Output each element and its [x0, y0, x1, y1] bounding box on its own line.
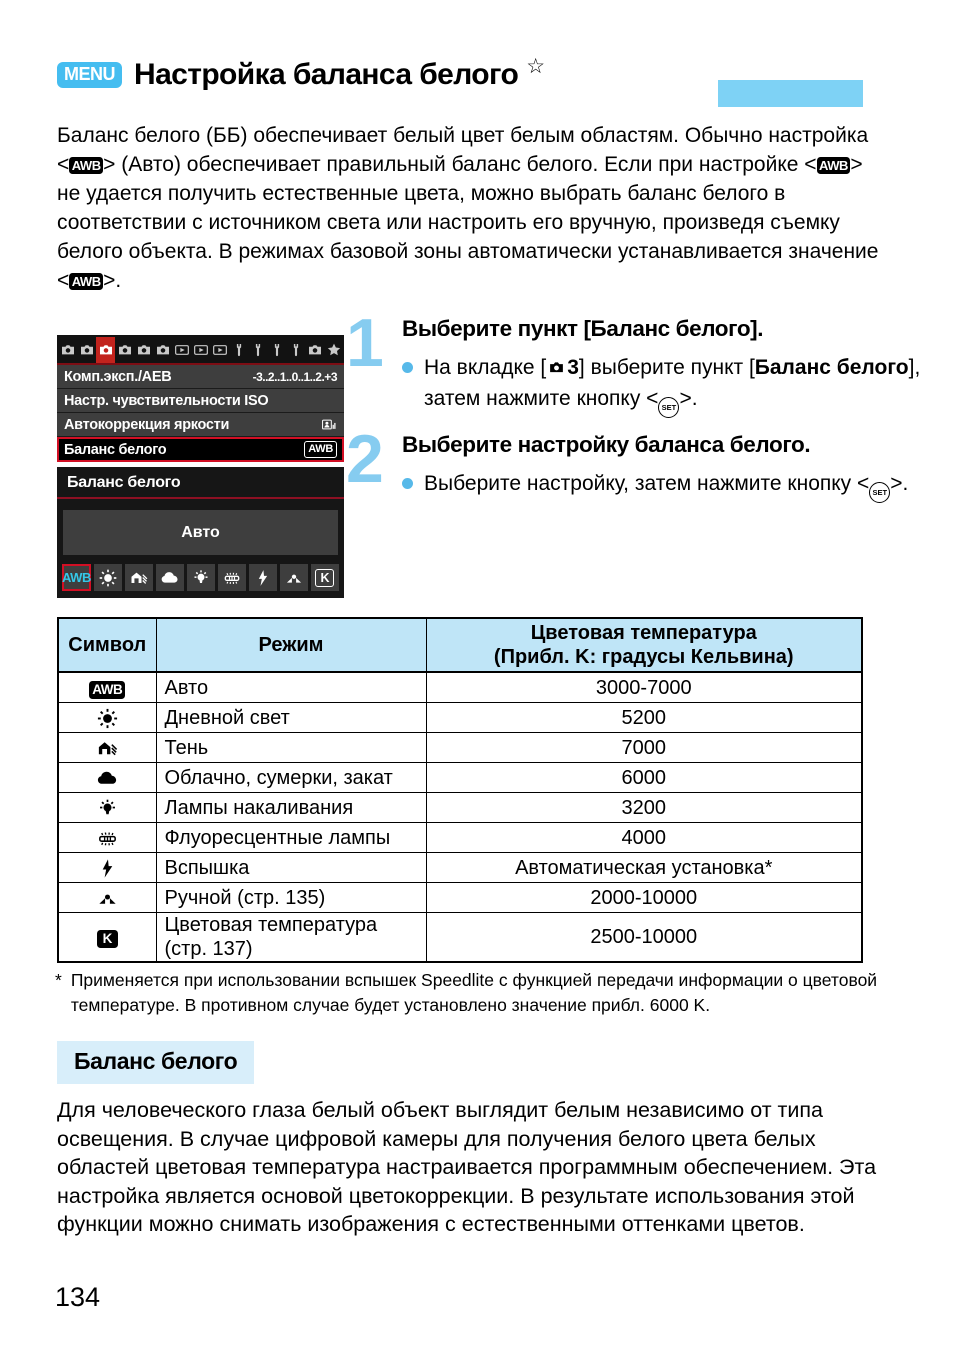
- mode-cell: Авто: [156, 672, 426, 703]
- wb-options-row: [62, 564, 339, 591]
- awb-icon: AWB: [69, 273, 103, 290]
- menu-row-label: Настр. чувствительности ISO: [64, 392, 269, 409]
- tungsten-option-icon: [187, 564, 215, 591]
- table-row: [58, 793, 862, 823]
- step-number: 2: [346, 421, 384, 498]
- cloudy-icon: [96, 767, 119, 790]
- awb-icon: AWB: [89, 681, 125, 699]
- instruction-steps: [346, 305, 924, 503]
- step-heading: Выберите пункт [Баланс белого].: [402, 316, 764, 341]
- playback-tab-icon: [191, 337, 210, 363]
- shooting-tab-icon: [134, 337, 153, 363]
- column-header-symbol: Символ: [58, 618, 156, 672]
- awb-icon: AWB: [817, 157, 851, 174]
- wb-screen-title: Баланс белого: [67, 474, 181, 491]
- menu-row-label: Автокоррекция яркости: [64, 416, 230, 433]
- mode-cell: Дневной свет: [156, 703, 426, 733]
- menu-row: [57, 413, 344, 437]
- awb-icon: AWB: [69, 157, 103, 174]
- step-number: 1: [346, 305, 384, 381]
- table-row: [58, 733, 862, 763]
- step-1: [346, 305, 924, 418]
- shade-icon: [96, 737, 119, 760]
- table-row: [58, 703, 862, 733]
- mode-cell: Облачно, сумерки, закат: [156, 763, 426, 793]
- temp-cell: 5200: [426, 703, 862, 733]
- temp-cell: 2500-10000: [426, 913, 862, 963]
- set-button-icon: SET: [869, 482, 890, 503]
- text-segment-bold: 3: [567, 356, 579, 380]
- exposure-scale: -3..2..1..0..1..2.+3: [252, 369, 337, 384]
- custom-functions-tab-icon: [305, 337, 324, 363]
- custom-wb-icon: [96, 887, 119, 910]
- footnote-mark: *: [55, 970, 62, 990]
- shooting-tab-icon: [153, 337, 172, 363]
- text-segment: > (Авто) обеспечивает правильный баланс белого. Если при настройке <: [103, 153, 817, 176]
- column-header-mode: Режим: [156, 618, 426, 672]
- page-header: [57, 55, 546, 92]
- text-segment: ] выберите пункт [: [578, 356, 755, 380]
- mode-cell: Цветовая температура (стр. 137): [156, 913, 426, 963]
- set-button-icon: SET: [658, 397, 679, 418]
- temp-cell: 2000-10000: [426, 883, 862, 913]
- shade-option-icon: [125, 564, 153, 591]
- mode-cell: Лампы накаливания: [156, 793, 426, 823]
- temp-cell: 7000: [426, 733, 862, 763]
- text-segment: >.: [103, 269, 122, 292]
- fluorescent-icon: [96, 827, 119, 850]
- setup-tab-icon: [267, 337, 286, 363]
- shooting-tab-icon: [115, 337, 134, 363]
- custom-wb-option-icon: [280, 564, 308, 591]
- tungsten-icon: [96, 797, 119, 820]
- footnote: [55, 968, 923, 1018]
- shooting-tab-icon: [58, 337, 77, 363]
- table-row: [58, 853, 862, 883]
- text-segment: Баланс белого (ББ) обеспечивает белый цвет белым областям. Обычно настройка <: [57, 124, 869, 176]
- awb-icon: AWB: [304, 441, 337, 458]
- step-heading: Выберите настройку баланса белого.: [402, 432, 811, 458]
- table-row: [58, 913, 862, 963]
- mode-cell: Ручной (стр. 135): [156, 883, 426, 913]
- text-segment: ], затем нажмите кнопку <: [424, 356, 921, 411]
- section-body-paragraph: Для человеческого глаза белый объект выглядит белым независимо от типа освещения. В случае цифровой камеры для получения белого цвета белых областей цветовая температура настраивается программным обеспечением. Эта настройка является основой цветокоррекции. В результате использования этой функции можно снимать изображения с естественными оттенками цветов.: [57, 1098, 877, 1236]
- table-row: [58, 672, 862, 703]
- red-divider: [57, 497, 344, 499]
- wb-selected-value-panel: [63, 510, 338, 555]
- bullet-icon: [402, 362, 413, 373]
- kelvin-icon: K: [97, 930, 118, 948]
- playback-tab-icon: [172, 337, 191, 363]
- shooting-tab-icon: [77, 337, 96, 363]
- menu-row-selected: [57, 437, 344, 462]
- footnote-text: Применяется при использовании вспышек Speedlite с функцией передачи информации о цветовой температуре. В противном случае будет установлено значение прибл. 6000 K.: [70, 970, 878, 1015]
- awb-option-icon: AWB: [62, 564, 91, 591]
- auto-lighting-optimizer-icon: [320, 417, 337, 432]
- menu-badge: MENU: [57, 62, 122, 88]
- wb-modes-table: [57, 617, 863, 963]
- table-row: [58, 823, 862, 853]
- setup-tab-icon: [286, 337, 305, 363]
- bullet-icon: [402, 478, 413, 489]
- daylight-icon: [96, 707, 119, 730]
- menu-row-label: Баланс белого: [64, 441, 167, 458]
- text-segment-bold: Баланс белого: [754, 356, 909, 380]
- temp-cell: 4000: [426, 823, 862, 853]
- star-icon: ☆: [526, 55, 546, 78]
- page-number: 134: [55, 1282, 101, 1312]
- my-menu-tab-icon: [324, 337, 343, 363]
- camera-tab-icon: [546, 359, 567, 376]
- text-segment: >.: [890, 472, 909, 496]
- menu-row: [57, 389, 344, 413]
- setup-tab-icon: [248, 337, 267, 363]
- bullet-item: [402, 468, 924, 503]
- kelvin-option-icon: K: [311, 564, 339, 591]
- temp-cell: Автоматическая установка*: [426, 853, 862, 883]
- step-2: [346, 421, 924, 503]
- temp-cell: 3200: [426, 793, 862, 823]
- mode-cell: Вспышка: [156, 853, 426, 883]
- page-title: Настройка баланса белого: [134, 58, 519, 91]
- table-row: [58, 883, 862, 913]
- menu-row: [57, 365, 344, 389]
- fluorescent-option-icon: [218, 564, 246, 591]
- column-header-temp: Цветовая температура (Прибл. K: градусы Кельвина): [426, 618, 862, 672]
- camera-menu-screenshot: [57, 335, 344, 461]
- bullet-item: [402, 352, 924, 418]
- section-heading: Баланс белого: [57, 1041, 254, 1084]
- mode-cell: Флуоресцентные лампы: [156, 823, 426, 853]
- temp-cell: 3000-7000: [426, 672, 862, 703]
- menu-tab-bar: [57, 335, 344, 365]
- setup-tab-icon: [229, 337, 248, 363]
- shooting-tab-3-selected-icon: [96, 337, 115, 363]
- temp-cell: 6000: [426, 763, 862, 793]
- menu-row-label: Комп.эксп./AEB: [64, 368, 172, 385]
- wb-selection-screenshot: [57, 467, 344, 598]
- mode-cell: Тень: [156, 733, 426, 763]
- cloudy-option-icon: [156, 564, 184, 591]
- text-segment: > не удается получить естественные цвета, можно выбрать баланс белого в соответствии с источником света или настроить его вручную, произведя съемку белого объекта. В режимах базовой зоны автоматически устанавливается значение <: [57, 153, 879, 292]
- flash-option-icon: [249, 564, 277, 591]
- text-segment: >.: [679, 387, 698, 411]
- intro-paragraph: [57, 121, 879, 295]
- text-segment: Выберите настройку, затем нажмите кнопку <: [424, 472, 870, 496]
- header-accent-bar: [718, 80, 863, 107]
- text-segment: На вкладке [: [424, 356, 547, 380]
- wb-selected-label: Авто: [181, 523, 220, 541]
- table-header-row: [58, 618, 862, 672]
- flash-icon: [96, 857, 119, 880]
- daylight-option-icon: [94, 564, 122, 591]
- table-row: [58, 763, 862, 793]
- playback-tab-icon: [210, 337, 229, 363]
